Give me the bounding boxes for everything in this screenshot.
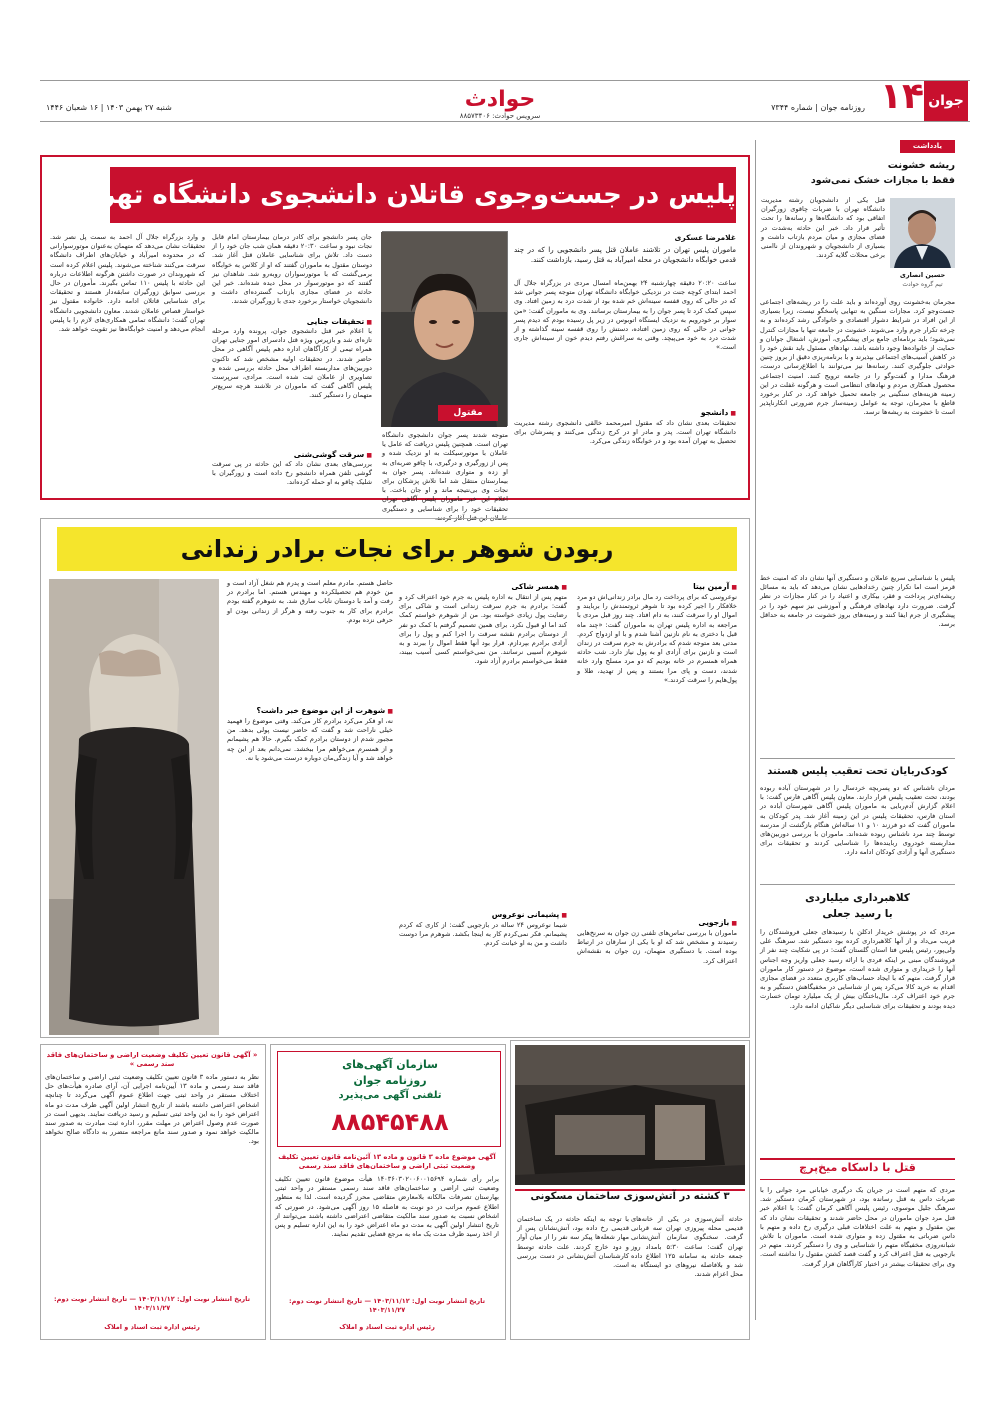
feature-headline: ربودن شوهر برای نجات برادر زندانی — [180, 535, 614, 563]
author-name: حسین انصاری — [899, 271, 946, 279]
kidnap-story — [760, 758, 955, 878]
lead-lede: ماموران پلیس تهران در تلاشند عاملان قتل پسر دانشجویی را که در چند قدمی خوابگاه دانشجویان در محله امیرآباد به قتل رسید، بازداشت کنند. — [514, 246, 736, 264]
scam-title-2: با رسید جعلی — [822, 908, 893, 920]
header-bottom-rule — [40, 121, 970, 122]
page-number: ۱۴ — [880, 76, 924, 117]
feature-col-b-subhead: ■ همسر شاکی — [399, 582, 567, 591]
feature-col-b-subhead-2: ■ پشیمانی نوعروس — [399, 910, 567, 919]
note-body-2: پلیس با شناسایی سریع عاملان و دستگیری آنها نشان داد که امنیت خط قرمز است اما تکرار چنین رخدادهایی نشان می‌دهد که باید به مسائل ریشه‌ای‌تر پرداخت و فقر، بیکاری و اعتیاد را در کنار مجازات در نظر گرفت. ضرورت دارد نهادهای فرهنگی و آموزشی نیز سهم خود را در پیشگیری از جرم ایفا کنند و زمینه‌های بروز خشونت در جامعه به حداقل برسد. — [760, 574, 955, 629]
fire-col-2: با توجه به اینکه حادثه در یک ساختمان قدیمی رخ داده بود، آتش‌نشانان پس از مهار شعله‌ها پیکر سه نفر را از میان آوار و دود خارج کردند. علت حادثه توسط کارشناسان آتش‌نشانی در دست بررسی است. — [517, 1215, 629, 1270]
fire-col-1: حادثه آتش‌سوزی در یکی از خانه‌های قدیمی محله پیروزی تهران سه قربانی گرفت. سخنگوی سازمان آتش‌نشانی تهران گفت: ساعت ۵:۳۰ بامداد روز جمعه حادثه به سامانه ۱۲۵ اطلاع داده شد و بلافاصله نیروهای دو ایستگاه به محل اعزام شدند. — [631, 1215, 743, 1279]
header-top-rule — [40, 80, 970, 81]
lead-col3b: با اعلام خبر قتل دانشجوی جوان، پرونده وارد مرحله تازه‌ای شد و بازپرس ویژه قتل دادسرای امور جنایی تهران همراه تیمی از کارآگاهان اداره دهم پلیس آگاهی در محل حاضر شدند. در تحقیقات اولیه مشخص شد که تاکنون دوربین‌های مداربسته اطراف محل حادثه بررسی شده و تصاویری از عاملان ثبت شده است. مرادی، سرپرست پلیس آگاهی گفت که ماموران در تلاشند هرچه سریع‌تر متهمان را دستگیر کنند. — [212, 327, 372, 400]
murder-title: قتل با داسکاه میخ‌پرچ — [799, 1161, 916, 1174]
feature-col-a-subhead: ■ بازجویی — [577, 918, 737, 927]
lead-col4: و وارد بزرگراه جلال آل احمد به سمت پل نصر شد. تحقیقات نشان می‌دهد که متهمان به‌عنوان موتورسوارانی که در محدوده امیرآباد و خیابان‌های اطراف دانشگاه سرقت می‌کنند شناخته می‌شوند. پلیس اعلام کرده است که شهروندان در صورت داشتن هرگونه اطلاعات درباره این حادثه با پلیس ۱۱۰ تماس بگیرند. مأموران در حال بررسی سوابق زورگیران سابقه‌دار هستند و تحقیقات برای شناسایی قاتلان ادامه دارد. خانواده مقتول نیز خواستار قصاص عاملان شدند. معاون دانشجویی دانشگاه تهران گفت: دانشگاه تمامی همکاری‌های لازم را با پلیس انجام می‌دهد و امنیت خوابگاه‌ها نیز تقویت خواهد شد. — [50, 233, 205, 334]
author-portrait — [890, 198, 955, 268]
scam-story — [760, 884, 955, 1144]
lead-headline: پلیس در جست‌وجوی قاتلان دانشجوی دانشگاه تهران — [69, 180, 736, 210]
note-body: مجرمان به‌خشونت روی آورده‌اند و باید علت را در ریشه‌های اجتماعی جست‌وجو کرد. مجازات سنگین به تنهایی پاسخگو نیست، زیرا بسیاری از این افراد در شرایط دشوار اقتصادی و خانوادگی رشد کرده‌اند و به چرخه تکرار جرم وارد می‌شوند. خشونت در جامعه تنها با مجازات کنترل نمی‌شود؛ باید برنامه‌ای جامع برای پیشگیری، آموزش، اشتغال جوانان و حمایت از خانواده‌ها وجود داشته باشد. نهادهای مسئول باید نقش خود را در کاهش آسیب‌های اجتماعی بپذیرند و با برنامه‌ریزی دقیق از بروز چنین حوادثی جلوگیری کنند. رسانه‌ها نیز می‌توانند با اطلاع‌رسانی درست، فرهنگ مدارا و گفت‌وگو را در جامعه ترویج کنند. امنیت اجتماعی محصول همکاری مردم و نهادهای انتظامی است و هرگونه غفلت در این زمینه هزینه‌های سنگینی بر جامعه تحمیل خواهد کرد. در کنار برخورد قاطع با مجرمان، توجه به عوامل زمینه‌ساز جرم ضرورتی انکارناپذیر است تا خشونت به ریشه‌ها نرسد. — [760, 298, 955, 417]
page-header — [40, 75, 970, 130]
lead-col3c: بررسی‌های بعدی نشان داد که این حادثه در پی سرقت گوشی تلفن همراه دانشجو رخ داده است و زورگیران با شلیک چاقو به او حمله کرده‌اند. — [212, 460, 372, 487]
lead-col3-subhead-2: ■ سرقت گوشی‌شنی — [212, 450, 372, 459]
lead-col3-subhead: ■ تحقیقات جنایی — [212, 317, 372, 326]
scam-body: مردی که در پوشش خریدار ادکلن با رسیدهای جعلی فروشندگان را فریب می‌داد و از آنها کلاهبرداری کرده بود دستگیر شد. سرهنگ علی ولی‌پور، رئیس پلیس فتا استان گلستان گفت: در پی شکایت چند نفر از فروشندگان مبنی بر اینکه فردی با ارائه رسید جعلی واریز وجه اجناس آنها را خریداری و متواری شده است، موضوع در دستور کار ماموران قرار گرفت. متهم که با ایجاد حساب‌های کاربری متعدد در فضای مجازی اقدام به خرید کالا می‌کرد پس از شناسایی در مخفیگاهش دستگیر و به جرم خود اعتراف کرد. مال‌باختگان بیش از یک میلیارد تومان خسارت دیده بودند و تحقیقات برای شناسایی دیگر شاکیان ادامه دارد. — [760, 928, 955, 1010]
feature-photo — [49, 579, 219, 1035]
scam-title-1: کلاهبرداری میلیاردی — [805, 892, 910, 904]
feature-col-a: نوعروسی که برای پرداخت رد مال برادر زندانی‌اش دو مرد خلافکار را اجیر کرده بود تا شوهر ثروتمندش را بربایند و اموال او را سرقت کنند، به دام افتاد. چند روز قبل مردی با مراجعه به اداره پلیس تهران به ماموران گفت: «چند ماه قبل با دختری به نام نازنین آشنا شدم و با او ازدواج کردم. مدتی بعد متوجه شدم که برادرش به جرم سرقت در زندان است و نازنین برای آزادی او به پول نیاز دارد. شب حادثه همراه همسرم در خانه بودیم که دو مرد مسلح وارد خانه شدند، دست و پای مرا بستند و پس از تهدید، طلا و پول‌هایم را سرقت کردند.» — [577, 593, 737, 684]
fire-photo — [515, 1045, 745, 1185]
kidnap-body: مردان ناشناس که دو پسربچه خردسال را در شهرستان آباده ربوده بودند، تحت تعقیب پلیس قرار دارند. معاون پلیس آگاهی فارس گفت: با اعلام گزارش آدم‌ربایی به ماموران پلیس آگاهی شهرستان آباده در استان فارس، تحقیقات پلیس در این زمینه آغاز شد. پدر کودکان به ماموران گفت که دو فرزند ۱۰ و ۱۱ ساله‌اش هنگام بازگشت از مدرسه توسط چند مرد ناشناس ربوده شده‌اند. ماموران با بررسی دوربین‌های مداربسته خودروی رباینده‌ها را شناسایی کردند و تحقیقات برای دستگیری آنها و آزادی کودکان ادامه دارد. — [760, 784, 955, 857]
feature-col-c-2: نه، او فکر می‌کرد برادرم کار می‌کند. وقتی موضوع را فهمید خیلی ناراحت شد و گفت که حاضر نیست پولی بدهد. من مجبور شدم از دوستان برادرم کمک بگیرم. حالا هم پشیمانم و از همسرم می‌خواهم مرا ببخشد. نمی‌دانم بعد از این چه خواهد شد و آیا زندگی‌مان دوباره درست می‌شود یا نه. — [227, 717, 393, 762]
note-tag-label: یادداشت — [912, 142, 943, 150]
kidnap-title: کودک‌ربایان تحت تعقیب پلیس هستند — [767, 766, 948, 777]
ad-agency-box — [277, 1051, 501, 1147]
lead-col2: متوجه شدند پسر جوان دانشجوی دانشگاه تهران است. همچنین پلیس دریافت که عامل یا عاملان با موتورسیکلت به او نزدیک شده و پس از زورگیری و درگیری، با چاقو ضربه‌ای به او زده و متواری شده‌اند. پسر جوان به بیمارستان منتقل شد اما تلاش پزشکان برای نجات وی بی‌نتیجه ماند و او جان باخت. با اعلام این خبر ماموران پلیس آگاهی تهران تحقیقات خود را برای شناسایی و دستگیری عاملان این قتل آغاز کردند. — [382, 431, 508, 522]
victim-label — [438, 405, 498, 421]
feature-col-b: متهم پس از انتقال به اداره پلیس به جرم خود اعتراف کرد و گفت: برادرم به جرم سرقت زندانی است و شاکی برای رضایت پول زیادی خواسته بود. من از شوهرم خواستم کمک کند اما او قبول نکرد. برای همین تصمیم گرفتم با کمک دو نفر از دوستان برادرم نقشه سرقت را اجرا کنم و پول را برای آزادی برادرم بپردازم. قرار بود آنها فقط اموال را ببرند و به شوهرم آسیبی نرسانند. من نمی‌خواستم کسی آسیب ببیند، فقط می‌خواستم برادرم آزاد شود. — [399, 593, 567, 666]
lead-col3: جان پسر دانشجو برای کادر درمان بیمارستان امام قابل نجات نبود و ساعت ۲۰:۳۰ دقیقه همان شب جان خود را از دست داد. تلاش برای شناسایی عاملان قتل آغاز شد. دوستان مقتول به ماموران گفتند که او از کلاس به خوابگاه برمی‌گشت که با موتورسواران روبه‌رو شد. شاهدان نیز گفتند که دو موتورسوار در محل دیده شده‌اند. خبر این حادثه در فضای مجازی بازتاب گسترده‌ای داشت و دانشجویان خواستار برخورد جدی با زورگیران شدند. — [212, 233, 372, 306]
ad-left-body: نظر به دستور ماده ۳ قانون تعیین تکلیف وضعیت ثبتی اراضی و ساختمان‌های فاقد سند رسمی و ماده ۱۳ آیین‌نامه اجرایی آن، آرای صادره هیأت‌های حل اختلاف مستقر در واحد ثبتی جهت اطلاع عموم آگهی می‌گردد تا چنانچه اشخاص اعتراضی داشته باشند از تاریخ انتشار اولین آگهی ظرف مدت دو ماه اعتراض خود را به این واحد ثبتی تسلیم و رسید دریافت نمایند. بدیهی است در صورت عدم وصول اعتراض در مهلت مقرر، اداره ثبت مبادرت به صدور سند مالکیت خواهد نمود و صدور سند مانع مراجعه متضرر به دادگاه صالح نخواهد بود. — [45, 1073, 259, 1146]
fire-photo-svg — [515, 1045, 745, 1185]
feature-story — [40, 518, 750, 1038]
ad-left-dates: تاریخ انتشار نوبت اول: ۱۴۰۳/۱۱/۱۲ — تاریخ انتشار نوبت دوم: ۱۴۰۳/۱۱/۲۷ — [53, 1295, 251, 1312]
author-portrait-svg — [890, 198, 955, 268]
section-title: حوادث — [464, 87, 536, 112]
feature-col-b-2: شیما نوعروس ۲۴ ساله در بازجویی گفت: از کاری که کردم پشیمانم. فکر نمی‌کردم کار به اینجا بکشد. شوهرم مرا دوست داشت و من به او خیانت کردم. — [399, 921, 567, 948]
feature-photo-svg — [49, 579, 219, 1035]
ad-agency-phone: ۸۸۵۴۵۴۸۸ — [331, 1108, 449, 1136]
murder-body: مردی که متهم است در جریان یک درگیری خیابانی مرد جوانی را با ضربات داس به قتل رسانده بود، در شهرستان کرمان دستگیر شد. سرهنگ جلیل موسوی، رئیس پلیس آگاهی کرمان گفت: با اعلام خبر قتل مرد جوان ماموران در محل حاضر شدند و تحقیقات نشان داد که بین مقتول و متهم به علت اختلافات قبلی درگیری رخ داده و متهم با داس ضرباتی به مقتول زده و متواری شده است. ماموران با تلاش شبانه‌روزی مخفیگاه متهم را شناسایی و وی را دستگیر کردند. متهم در بازجویی به قتل اعتراف کرد و گفت قصد کشتن مقتول را نداشته است. وی برای تحقیقات بیشتر در اختیار کارآگاهان قرار گرفت. — [760, 1186, 955, 1268]
kidnap-top-rule — [760, 758, 955, 759]
note-intro: قتل یکی از دانشجویان رشته مدیریت دانشگاه تهران با ضربات چاقوی زورگیران اتفاقی بود که دانشگاه‌ها و رسانه‌ها را تحت تأثیر قرار داد. خبر این حادثه به‌شدت در فضای مجازی و میان مردم بازتاب داشت و بسیاری از دانشجویان و شهروندان از ناامنی برخی محلات گلایه کردند. — [761, 196, 885, 260]
feature-col-a-2: ماموران با بررسی تماس‌های تلفنی زن جوان به سرنخ‌هایی رسیدند و مشخص شد که او با یکی از سارقان در ارتباط بوده است. با دستگیری متهمان، زن جوان به نقشه‌اش اعتراف کرد. — [577, 929, 737, 965]
feature-col-c-subhead: ■ شوهرت از این موضوع خبر داشت؟ — [227, 706, 393, 715]
fire-title: ۳ کشته در آتش‌سوزی ساختمان مسکونی — [530, 1191, 730, 1202]
ad-agency-line-1: سازمان آگهی‌های — [342, 1058, 438, 1071]
note-column — [760, 140, 955, 750]
feature-col-c: حاصل هستم. مادرم معلم است و پدرم هم شغل آزاد است و من خودم هم تحصیلکرده و مهندس هستم. اما برادرم در رفت و آمد با دوستان ناباب سارق شد. به شوهرم گفته بودم برادرم برای کار به جنوب رفته و هرگز از زندانی بودن او حرفی نزده بودم. — [227, 579, 393, 624]
feature-author-text: آرمین بیتا — [693, 582, 730, 591]
section-phone: سرویس حوادث: ۸۸۵۷۳۴۰۶ — [459, 112, 541, 120]
lead-col1: ساعت ۲۰:۲۰ دقیقه چهارشنبه ۲۴ بهمن‌ماه امسال مردی در بزرگراه جلال آل احمد ابتدای کوچه جنت در نزدیکی خوابگاه دانشگاه تهران متوجه پسر جوانی شد که در حالی که روی قفسه سینه‌اش خم شده بود از شدت درد به زمین افتاد. وی سپس کمک کرد تا پسر جوان را به بیمارستان برسانند. وی به ماموران گفت: «من سوار بر خودرویم به نزدیک ایستگاه اتوبوس در زیر پل رسیده بودم که دیدم پسر جوانی در حالی که روی زمین افتاده، دستش را روی قفسه سینه گذاشته و از شدت درد به خود می‌پیچد. وقتی به سراغش رفتم دیدم خون از سینه‌اش جاری است.» — [514, 279, 736, 352]
lead-col1-subhead: ■ دانشجو — [514, 408, 736, 417]
victim-label-text: مقتول — [453, 408, 483, 418]
ad-agency-line-2: روزنامه جوان — [353, 1074, 427, 1087]
lead-author — [516, 233, 736, 242]
ad-left-title: « آگهی قانون تعیین تکلیف وضعیت اراضی و ساختمان‌های فاقد سند رسمی » — [46, 1051, 258, 1068]
ad-center-dates: تاریخ انتشار نوبت اول: ۱۴۰۳/۱۱/۱۲ — تاریخ انتشار نوبت دوم: ۱۴۰۳/۱۱/۲۷ — [288, 1297, 486, 1314]
note-tag — [900, 140, 955, 153]
author-role: تیم گروه حوادث — [902, 281, 943, 288]
lead-author-text: غلامرضا عسکری — [674, 233, 736, 242]
murder-story — [760, 1150, 955, 1340]
note-title-1: ریشه خشونت — [887, 160, 955, 171]
ads-left — [40, 1044, 266, 1340]
right-column-divider — [755, 140, 756, 1320]
lead-story — [40, 155, 750, 522]
lead-col1b: تحقیقات بعدی نشان داد که مقتول امیرمحمد خالقی دانشجوی رشته مدیریت دانشگاه تهران است. پدر و مادر او در کرج زندگی می‌کنند و پسرشان برای تحصیل به تهران آمده بود و در خوابگاه زندگی می‌کرد. — [514, 419, 736, 446]
victim-photo — [382, 231, 508, 426]
ad-agency-line-3: تلفنی آگهی می‌پذیرد — [338, 1090, 442, 1101]
ad-center-sign: رئیس اداره ثبت اسناد و املاک — [339, 1323, 435, 1331]
issue-info-right: روزنامه جوان | شماره ۷۳۴۴ — [771, 103, 865, 112]
ad-center-body: برابر رأی شماره ۱۴۰۳۶۰۳۰۲۰۰۶۰۰۱۵۶۹۴ هیأت موضوع قانون تعیین تکلیف وضعیت ثبتی اراضی و ساختمان‌های فاقد سند رسمی مستقر در واحد ثبتی بهارستان تصرفات مالکانه بلامعارض متقاضی محرز گردیده است. لذا به منظور اطلاع عموم مراتب در دو نوبت به فاصله ۱۵ روز آگهی می‌شود. در صورتی که اشخاص نسبت به صدور سند مالکیت متقاضی اعتراضی داشته باشند می‌توانند از تاریخ انتشار اولین آگهی به مدت دو ماه اعتراض خود را به این اداره تسلیم و پس از اخذ رسید ظرف مدت یک ماه به مرجع قضایی تقدیم نمایند. — [275, 1175, 500, 1239]
issue-info-left: شنبه ۲۷ بهمن ۱۴۰۳ | ۱۶ شعبان ۱۴۴۶ — [46, 103, 172, 112]
note-title-2: فقط با مجازات خشک نمی‌شود — [810, 175, 955, 186]
feature-author — [577, 582, 737, 591]
fire-story — [510, 1040, 750, 1340]
scam-top-rule — [760, 884, 955, 885]
victim-photo-svg — [381, 232, 507, 427]
ads-center — [270, 1044, 506, 1340]
newspaper-logo: جوان — [924, 81, 968, 121]
ad-center-title: آگهی موضوع ماده ۳ قانون و ماده ۱۳ آئین‌نامه قانون تعیین تکلیف وضعیت ثبتی اراضی و ساختمان‌های فاقد سند رسمی — [278, 1153, 496, 1170]
ad-left-sign: رئیس اداره ثبت اسناد و املاک — [104, 1323, 200, 1331]
